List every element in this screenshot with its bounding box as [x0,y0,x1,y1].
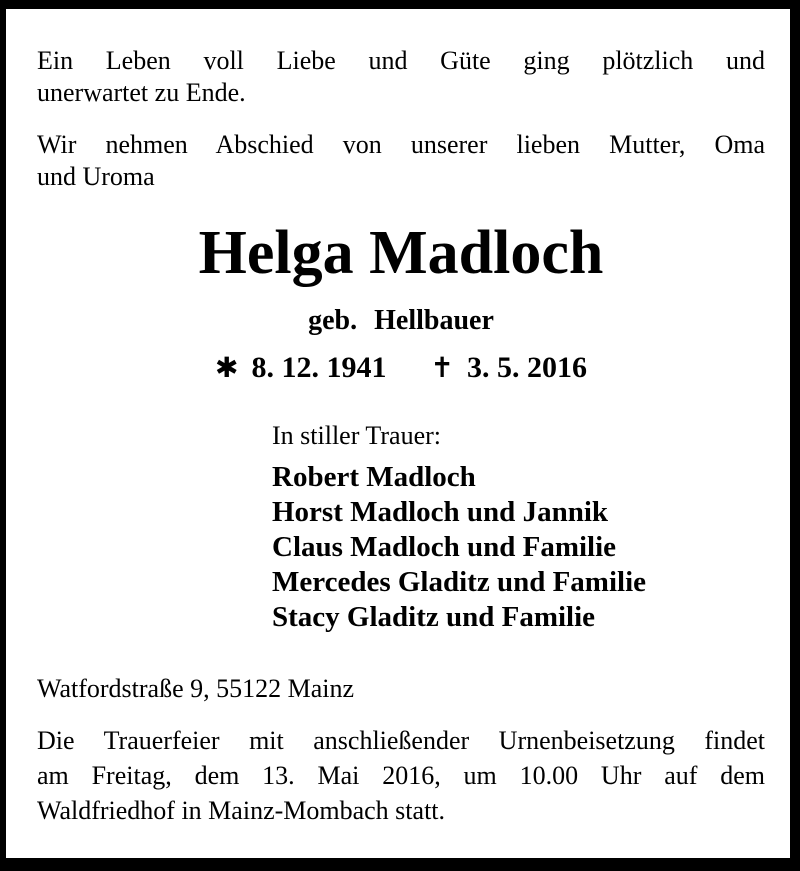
death-cross-icon: ✝ [430,351,454,384]
birth-star-icon: ✱ [215,351,239,384]
funeral-line-3: Waldfriedhof in Mainz-Mombach statt. [37,796,446,825]
mourner-name: Horst Madloch und Jannik [272,496,609,528]
birth-date: 8. 12. 1941 [251,351,387,384]
farewell-line-1: Wir nehmen Abschied von unserer lieben Mutter, Oma [37,130,765,159]
intro-paragraph [37,45,765,109]
mourners-list [272,460,765,635]
funeral-paragraph [37,723,765,828]
obituary-notice [6,9,790,858]
maiden-name: geb. Hellbauer [308,305,494,336]
intro-line-2: unerwartet zu Ende. [37,78,246,107]
mourner-name: Claus Madloch und Familie [272,531,617,563]
funeral-line-2: am Freitag, dem 13. Mai 2016, um 10.00 Uhr auf dem [37,761,765,790]
life-dates [37,350,765,386]
birth-date-group [215,350,386,386]
deceased-name: Helga Madloch [198,219,604,287]
farewell-line-2: und Uroma [37,162,155,191]
mourner-name: Stacy Gladitz und Familie [272,601,596,633]
mourner-name: Mercedes Gladitz und Familie [272,566,646,598]
farewell-paragraph [37,129,765,193]
death-date-group [431,350,587,386]
funeral-line-1: Die Trauerfeier mit anschließender Urnenbeisetzung findet [37,726,765,755]
intro-line-1: Ein Leben voll Liebe und Güte ging plötzlich und [37,46,765,75]
mourning-block [272,420,765,635]
mourning-heading: In stiller Trauer: [272,421,441,450]
death-date: 3. 5. 2016 [466,351,587,384]
address: Watfordstraße 9, 55122 Mainz [37,674,355,703]
mourner-name: Robert Madloch [272,461,476,493]
